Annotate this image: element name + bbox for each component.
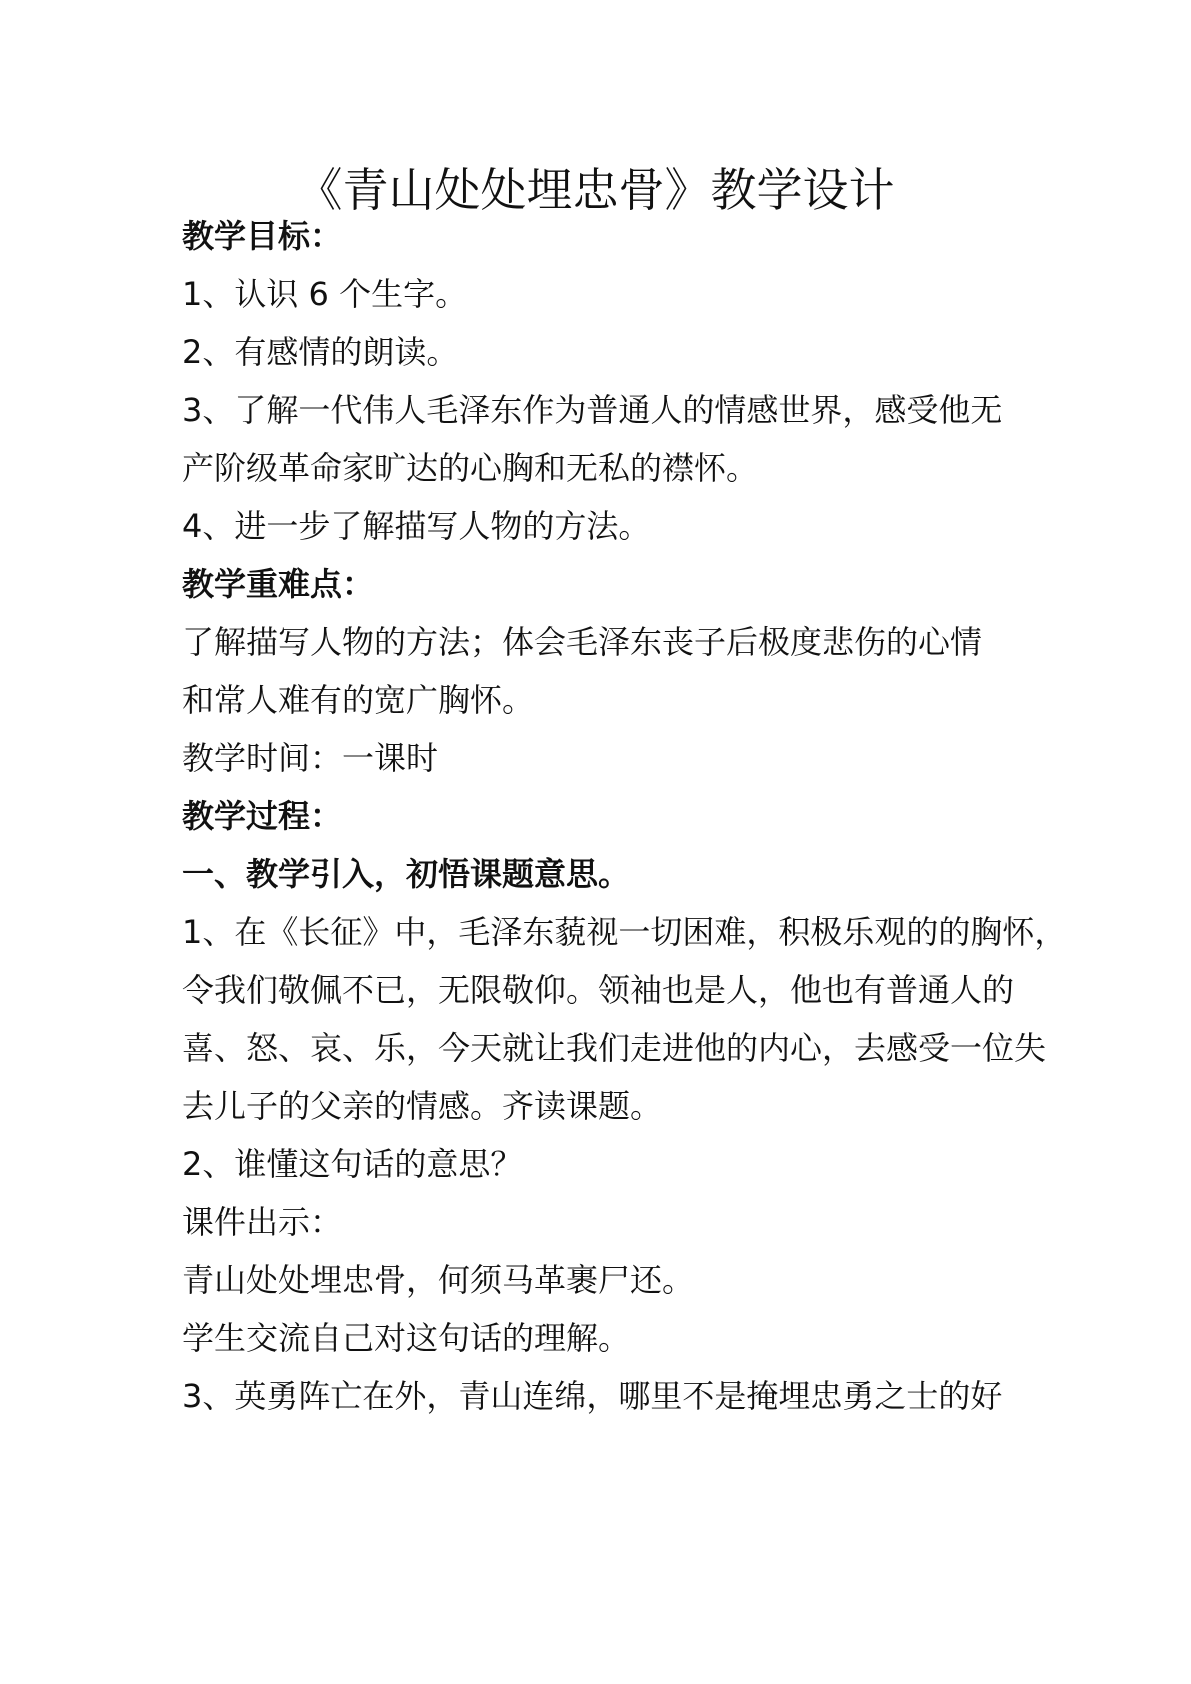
paragraph-line: 课件出示： xyxy=(182,1203,343,1241)
objective-3-line-2: 产阶级革命家旷达的心胸和无私的襟怀。 xyxy=(182,449,759,487)
key-points-line-2: 和常人难有的宽广胸怀。 xyxy=(182,681,535,719)
objective-3-line-1: 3、了解一代伟人毛泽东作为普通人的情感世界，感受他无 xyxy=(182,391,1003,429)
paragraph-line: 去儿子的父亲的情感。齐读课题。 xyxy=(182,1087,663,1125)
heading-objectives: 教学目标： xyxy=(182,217,343,255)
heading-key-points: 教学重难点： xyxy=(182,565,375,603)
paragraph-line: 3、英勇阵亡在外，青山连绵，哪里不是掩埋忠勇之士的好 xyxy=(182,1377,1003,1415)
teaching-time: 教学时间：一课时 xyxy=(182,739,439,777)
objective-4: 4、进一步了解描写人物的方法。 xyxy=(182,507,651,545)
objective-2: 2、有感情的朗读。 xyxy=(182,333,459,371)
paragraph-line: 喜、怒、哀、乐，今天就让我们走进他的内心，去感受一位失 xyxy=(182,1029,1047,1067)
paragraph-line: 令我们敬佩不已，无限敬仰。领袖也是人，他也有普通人的 xyxy=(182,971,1015,1009)
section-1-heading: 一、教学引入，初悟课题意思。 xyxy=(182,855,631,893)
document-title: 《青山处处埋忠骨》教学设计 xyxy=(296,163,895,217)
objective-1: 1、认识 6 个生字。 xyxy=(182,275,468,313)
paragraph-line: 青山处处埋忠骨，何须马革裹尸还。 xyxy=(182,1261,695,1299)
paragraph-line: 2、谁懂这句话的意思？ xyxy=(182,1145,523,1183)
paragraph-line: 1、在《长征》中，毛泽东藐视一切困难，积极乐观的的胸怀， xyxy=(182,913,1067,951)
key-points-line-1: 了解描写人物的方法；体会毛泽东丧子后极度悲伤的心情 xyxy=(182,623,983,661)
paragraph-line: 学生交流自己对这句话的理解。 xyxy=(182,1319,631,1357)
heading-process: 教学过程： xyxy=(182,797,343,835)
